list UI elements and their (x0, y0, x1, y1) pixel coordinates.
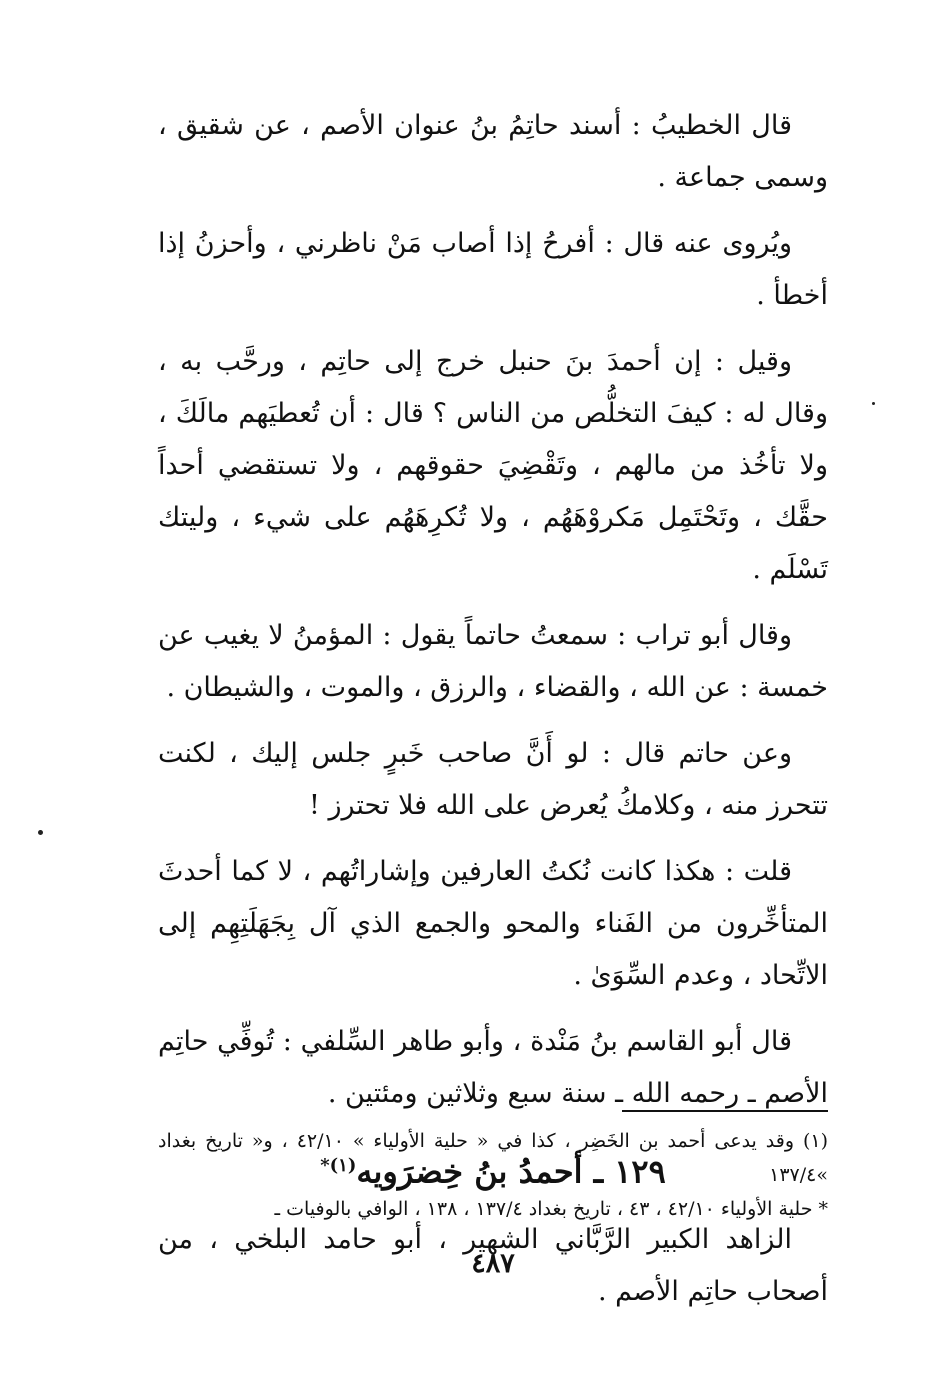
paragraph-abu-turab: وقال أبو تراب : سمعتُ حاتماً يقول : المؤمنُ لا يغيب عن خمسة : عن الله ، والقضاء ، والرزق ، والموت ، والشيطان . (158, 620, 828, 703)
paragraph-khatib: قال الخطيبُ : أسند حاتِمُ بنُ عنوان الأصم ، عن شقيق ، وسمى جماعة . (158, 110, 828, 193)
footnote-divider (622, 1110, 828, 1112)
scan-speck (872, 402, 875, 405)
entry-heading-marks: (١)* (320, 1155, 357, 1176)
paragraph-hatim-saying: وعن حاتم قال : لو أَنَّ صاحب خَبرٍ جلس إليك ، لكنت تتحرز منه ، وكلامكُ يُعرض على الله فلا تحترز ! (158, 738, 828, 821)
scan-speck (38, 830, 43, 835)
book-page (158, 100, 829, 1307)
page-number: ٤٨٧ (471, 1248, 515, 1279)
footnotes (158, 1124, 828, 1226)
paragraph-death-date: قال أبو القاسم بنُ مَنْدة ، وأبو طاهر السِّلفي : تُوفِّي حاتِم الأصم ـ رحمه الله ـ سنة سبع وثلاثين ومئتين . (158, 1026, 828, 1109)
paragraph-ahmad-hanbal: وقيل : إن أحمدَ بنَ حنبل خرج إلى حاتِم ، ورحَّب به ، وقال له : كيفَ التخلُّص من الناس ؟ قال : أن تُعطيَهم مالَكَ ، ولا تأخُذ من مالهم ، وتَقْضِيَ حقوقهم ، ولا تستقضي أحداً حقَّك ، وتَحْتَمِل مَكروْهَهُم ، ولا تُكرِهَهُم على شيء ، وليتك تَسْلَم . (158, 346, 828, 585)
paragraph-rejoice: ويُروى عنه قال : أفرحُ إذا أصاب مَنْ ناظرني ، وأحزنُ إذا أخطأ . (158, 228, 828, 311)
entry-heading-text: ١٢٩ ـ أحمدُ بنُ خِضرَويه (356, 1152, 666, 1191)
footnote-sources: * حلية الأولياء ٤٢/١٠ ، ٤٣ ، تاريخ بغداد ١٣٧/٤ ، ١٣٨ ، الوافي بالوفيات ـ (274, 1198, 828, 1220)
entry-paragraph: الزاهد الكبير الرَّبَّاني الشهير ، أبو حامد البلخي ، من أصحاب حاتِم الأصم . (158, 1223, 828, 1307)
paragraph-author-comment: قلت : هكذا كانت نُكتُ العارفين وإشاراتُهم ، لا كما أحدثَ المتأخِّرون من الفَناء والمحو والجمع الذي آل بِجَهَلَتِهِم إلى الاتِّحاد ، وعدم السِّوَىٰ . (158, 856, 828, 991)
footnote-1: (١) وقد يدعى أحمد بن الخَضِر ، كذا في « حلية الأولياء » ٤٢/١٠ ، و« تاريخ بغداد »١٣٧/٤ (158, 1130, 829, 1186)
